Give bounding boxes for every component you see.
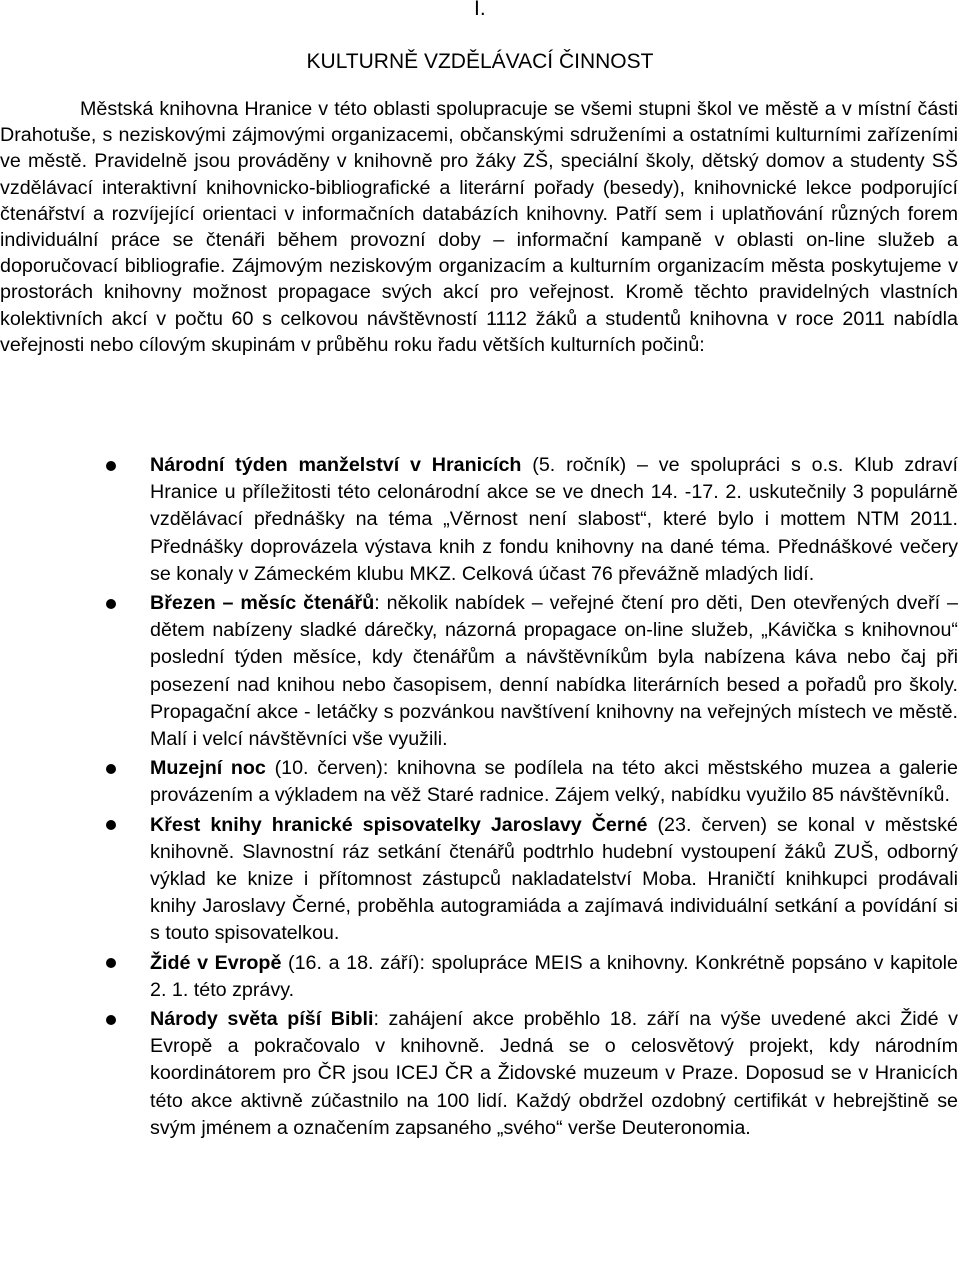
list-item — [0, 1006, 958, 1142]
bullet-icon — [106, 820, 116, 830]
bullet-icon — [106, 1015, 116, 1025]
event-text: (5. ročník) – ve spolupráci s o.s. Klub zdraví Hranice u příležitosti této celonárodní akce se ve dnech 14. -17. 2. uskutečnily 3 populárně vzdělávací přednášky na téma „Věrnost není slabost“, které bylo i mottem NTM 2011. Přednášky doprovázela výstava knih z fondu knihovny na dané téma. Přednáškové večery se konaly v Zámeckém klubu MKZ. Celková účast 76 převážně mladých lidí. — [150, 454, 958, 585]
events-list — [0, 452, 958, 1142]
intro-paragraph: Městská knihovna Hranice v této oblasti spolupracuje se všemi stupni škol ve městě a v místní části Drahotuše, s neziskovými zájmovými organizacemi, občanskými sdruženími a ostatními kulturními zařízeními ve městě. Pravidelně jsou prováděny v knihovně pro žáky ZŠ, speciální školy, dětský domov a studenty SŠ vzdělávací interaktivní knihovnicko-bibliografické a literární pořady (besedy), knihovnické lekce podporující čtenářství a rozvíjející orientaci v informačních databázích knihovny. Patří sem i uplatňování různých forem individuální práce se čtenáři během provozní doby – informační kampaně v oblasti on-line služeb a doporučovací bibliografie. Zájmovým neziskovým organizacím a kulturním organizacím města poskytujeme v prostorách knihovny možnost propagace svých akcí pro veřejnost. Kromě těchto pravidelných vlastních kolektivních akcí v počtu 60 s celkovou návštěvností 1112 žáků a studentů knihovna v roce 2011 nabídla veřejnosti nebo cílovým skupinám v průběhu roku řadu větších kulturních počinů: — [0, 98, 958, 356]
event-text: : několik nabídek – veřejné čtení pro děti, Den otevřených dveří – dětem nabízeny sladké dárečky, názorná propagace on-line služeb, „Kávička s knihovnou“ poslední týden měsíce, kdy čtenářům a návštěvníkům byla nabízena káva nebo čaj při posezení nad knihou nebo časopisem, denní nabídka literárních besed a pořadů pro školy. Propagační akce - letáčky s pozvánkou navštívení knihovny na veřejných místech ve městě. Malí i velcí návštěvníci vše využili. — [150, 592, 958, 751]
section-title: KULTURNĚ VZDĚLÁVACÍ ČINNOST — [306, 50, 654, 73]
list-item — [0, 755, 958, 809]
bullet-icon — [106, 599, 116, 609]
list-item — [0, 452, 958, 588]
event-text: (16. a 18. září): spolupráce MEIS a knihovny. Konkrétně popsáno v kapitole 2. 1. této zprávy. — [150, 951, 958, 1001]
list-item — [0, 590, 958, 753]
event-title: Národní týden manželství v Hranicích — [150, 454, 522, 476]
event-title: Březen – měsíc čtenářů — [150, 592, 375, 615]
event-text: : zahájení akce proběhlo 18. září na výše uvedené akci Židé v Evropě a pokračovalo v knihovně. Jedná se o celosvětový projekt, kdy národním koordinátorem pro ČR jsou ICEJ ČR a Židovské muzeum v Praze. Doposud se v Hranicích této akce aktivně zúčastnilo na 100 lidí. Každý obdržel ozdobný certifikát v hebrejštině se svým jménem a označením zapsaného „svého“ verše Deuteronomia. — [150, 1008, 958, 1139]
chapter-number: I. — [474, 0, 486, 20]
event-title: Židé v Evropě — [150, 951, 282, 974]
event-text: (23. červen) se konal v městské knihovně. Slavnostní ráz setkání čtenářů podtrhlo hudební vystoupení žáků ZUŠ, odborný výklad ke knize i přítomnost zástupců nakladatelství Moba. Hraničtí knihkupci prodávali knihy Jaroslavy Černé, proběhla autogramiáda a zajímavá individuální setkání a povídání si s touto spisovatelkou. — [150, 813, 958, 945]
list-item — [0, 950, 958, 1004]
event-text: (10. červen): knihovna se podílela na této akci městského muzea a galerie provázením a výkladem na věž Staré radnice. Zájem velký, nabídku využilo 85 návštěvníků. — [150, 757, 958, 807]
event-title: Národy světa píší Bibli — [150, 1008, 374, 1031]
bullet-icon — [106, 764, 116, 774]
bullet-icon — [106, 461, 116, 471]
event-title: Křest knihy hranické spisovatelky Jaroslavy Černé — [150, 813, 648, 836]
list-item — [0, 812, 958, 948]
event-title: Muzejní noc — [150, 757, 266, 780]
bullet-icon — [106, 958, 116, 968]
